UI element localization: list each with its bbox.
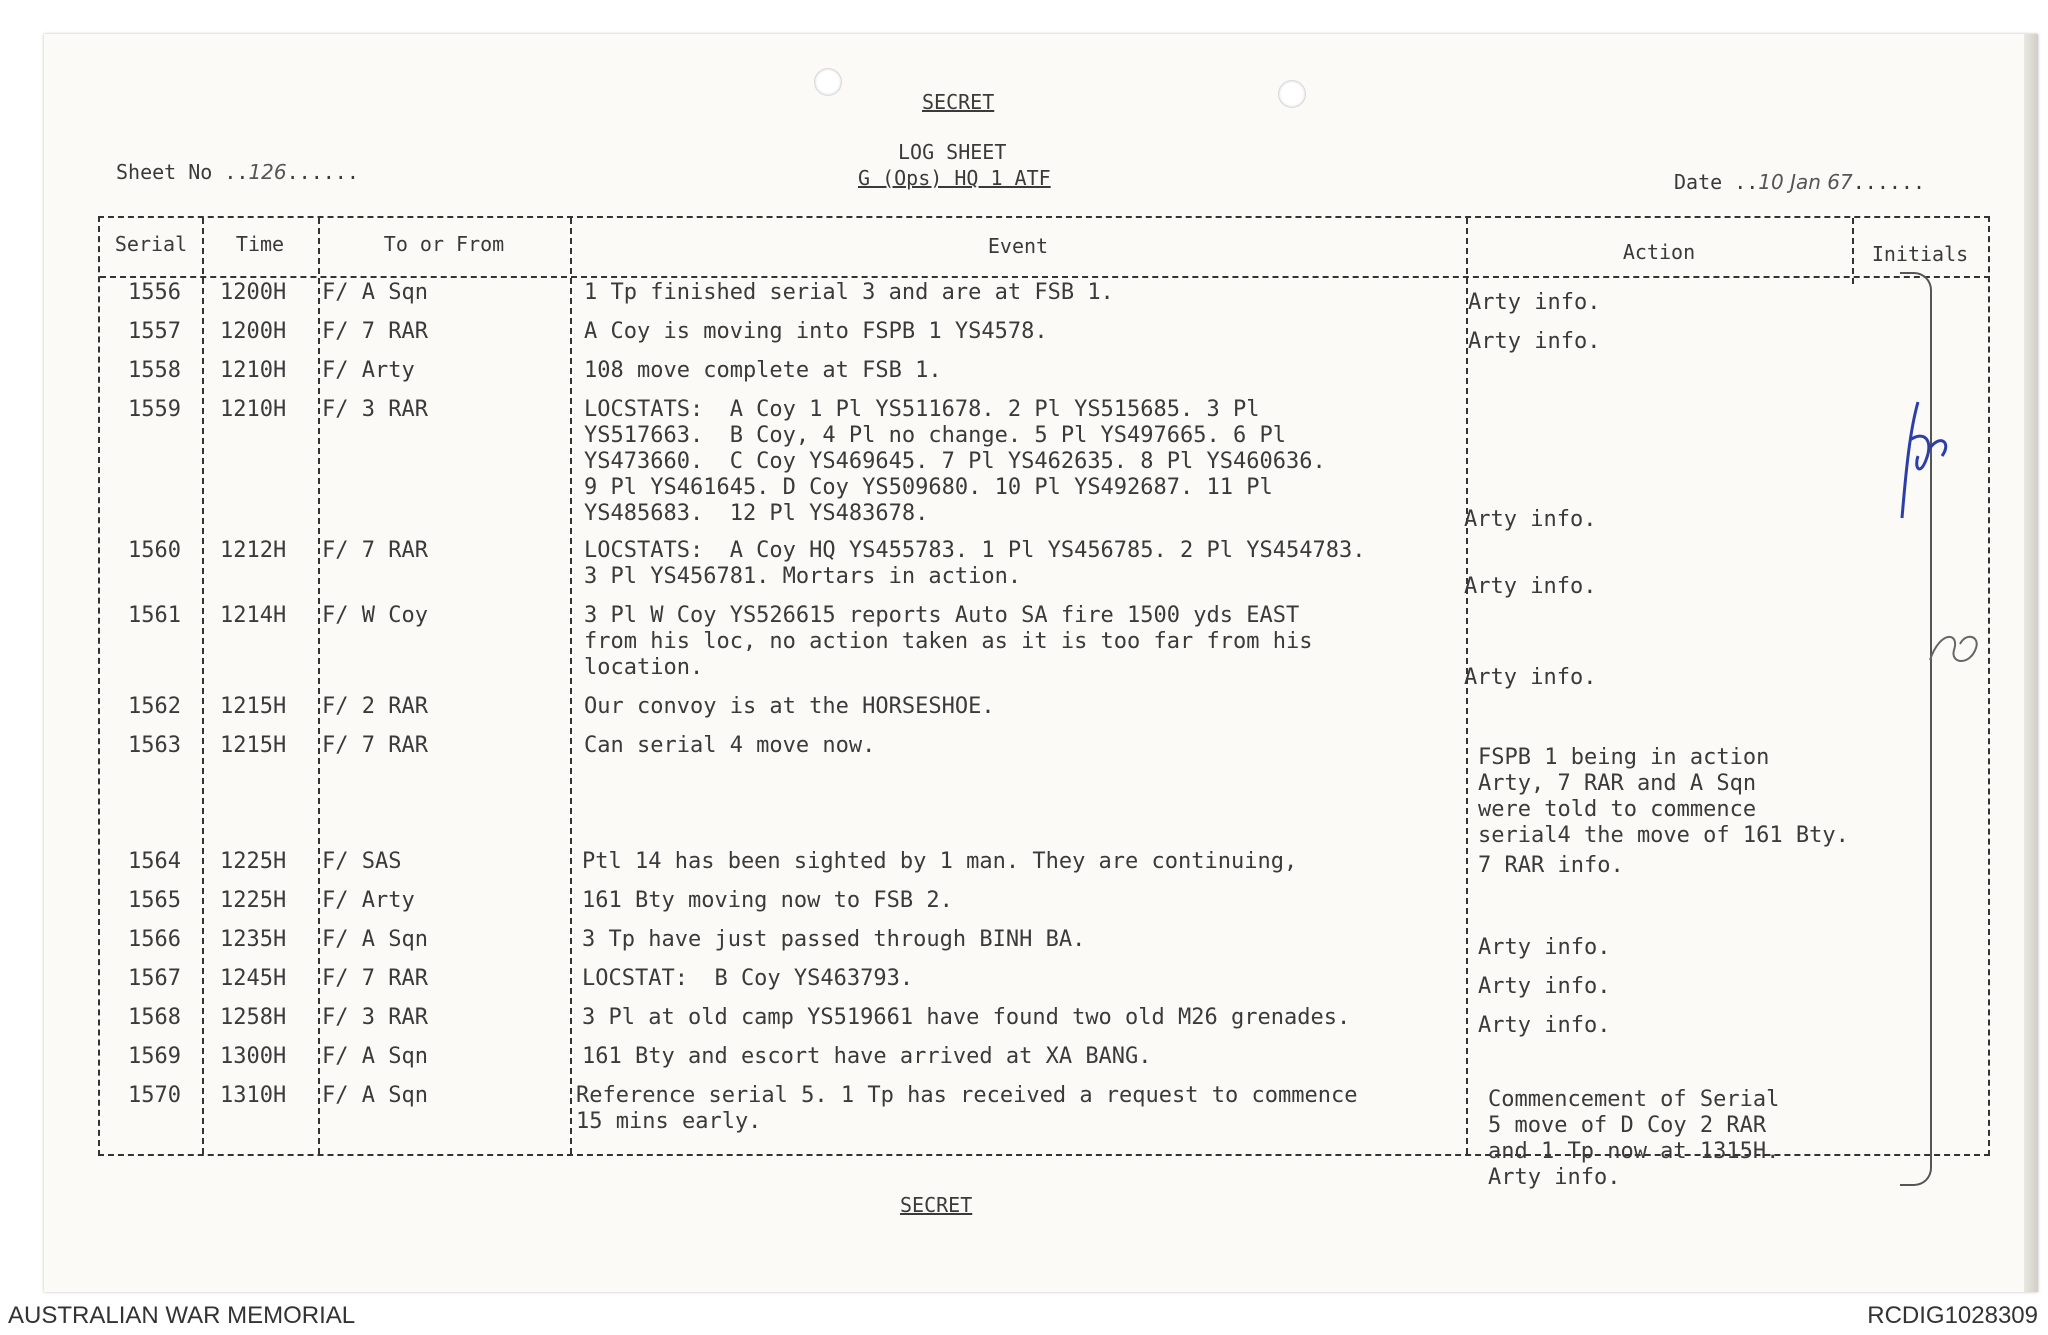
row-time: 1258H	[220, 1005, 287, 1030]
row-serial: 1562	[128, 694, 181, 719]
row-event: 108 move complete at FSB 1.	[584, 358, 942, 383]
row-event: LOCSTAT: B Coy YS463793.	[582, 966, 914, 991]
row-time: 1200H	[220, 280, 287, 305]
row-to-from: F/ A Sqn	[322, 280, 428, 305]
classification-top: SECRET	[922, 90, 995, 114]
header-event: Event	[987, 234, 1049, 258]
row-serial: 1567	[128, 966, 181, 991]
date-value: 10 Jan 67	[1758, 170, 1853, 194]
row-serial: 1560	[128, 538, 181, 563]
row-event: LOCSTATS: A Coy HQ YS455783. 1 Pl YS456785. 2 Pl YS454783. 3 Pl YS456781. Mortars in action.	[584, 538, 1366, 589]
row-serial: 1558	[128, 358, 181, 383]
row-event: Can serial 4 move now.	[584, 733, 876, 758]
row-time: 1235H	[220, 927, 287, 952]
row-to-from: F/ Arty	[322, 358, 415, 383]
initials-scribble-mark	[1920, 620, 1990, 680]
row-serial: 1556	[128, 280, 181, 305]
row-time: 1212H	[220, 538, 287, 563]
row-event: Our convoy is at the HORSESHOE.	[584, 694, 995, 719]
row-serial: 1564	[128, 849, 181, 874]
row-event: A Coy is moving into FSPB 1 YS4578.	[584, 319, 1048, 344]
header-initials: Initials	[1871, 242, 1969, 266]
sheet-number-dots: ......	[286, 160, 359, 184]
date-dots: ......	[1852, 170, 1925, 194]
row-action: Arty info.	[1468, 290, 1601, 315]
initials-signature-mark	[1870, 390, 1960, 530]
row-event: Ptl 14 has been sighted by 1 man. They are continuing,	[582, 849, 1298, 874]
row-event: 3 Tp have just passed through BINH BA.	[582, 927, 1086, 952]
row-to-from: F/ 2 RAR	[322, 694, 428, 719]
date-label: Date ..	[1674, 170, 1759, 194]
row-serial: 1557	[128, 319, 181, 344]
unit-title: G (Ops) HQ 1 ATF	[858, 166, 1051, 190]
row-to-from: F/ 7 RAR	[322, 319, 428, 344]
row-serial: 1566	[128, 927, 181, 952]
row-serial: 1561	[128, 603, 181, 628]
row-time: 1300H	[220, 1044, 287, 1069]
footer-source: AUSTRALIAN WAR MEMORIAL	[8, 1302, 356, 1329]
row-action: Arty info.	[1478, 935, 1611, 960]
row-action: FSPB 1 being in action Arty, 7 RAR and A Sqn were told to commence serial4 the move of 161 Bty.	[1478, 745, 1849, 848]
row-serial: 1565	[128, 888, 181, 913]
sheet-number-label: Sheet No ..	[116, 160, 249, 184]
row-action: Arty info.	[1464, 574, 1597, 599]
sheet-number-value: 126	[248, 160, 287, 184]
row-event: 161 Bty and escort have arrived at XA BANG.	[582, 1044, 1152, 1069]
row-event: 161 Bty moving now to FSB 2.	[582, 888, 953, 913]
row-time: 1215H	[220, 694, 287, 719]
row-time: 1225H	[220, 849, 287, 874]
row-action: Commencement of Serial 5 move of D Coy 2 RAR and 1 Tp now at 1315H. Arty info.	[1488, 1087, 1780, 1190]
row-to-from: F/ A Sqn	[322, 1044, 428, 1069]
row-to-from: F/ 3 RAR	[322, 1005, 428, 1030]
row-serial: 1563	[128, 733, 181, 758]
row-time: 1215H	[220, 733, 287, 758]
row-serial: 1570	[128, 1083, 181, 1108]
row-action: Arty info.	[1464, 665, 1597, 690]
row-to-from: F/ W Coy	[322, 603, 428, 628]
row-time: 1245H	[220, 966, 287, 991]
header-to-from: To or From	[383, 232, 505, 256]
row-action: Arty info.	[1478, 1013, 1611, 1038]
row-action: 7 RAR info.	[1478, 853, 1624, 878]
row-event: LOCSTATS: A Coy 1 Pl YS511678. 2 Pl YS515685. 3 Pl YS517663. B Coy, 4 Pl no change. 5 Pl YS497665. 6 Pl YS473660. C Coy YS469645. 7 Pl YS462635. 8 Pl YS460636. 9 Pl YS461645. D Coy YS509680. 10 Pl YS492687. 11 Pl YS485683. 12 Pl YS483678.	[584, 397, 1326, 526]
log-sheet-title: LOG SHEET	[898, 140, 1007, 164]
row-time: 1214H	[220, 603, 287, 628]
row-serial: 1568	[128, 1005, 181, 1030]
row-action: Arty info.	[1478, 974, 1611, 999]
row-time: 1310H	[220, 1083, 287, 1108]
row-to-from: F/ 7 RAR	[322, 733, 428, 758]
row-event: 3 Pl W Coy YS526615 reports Auto SA fire 1500 yds EAST from his loc, no action taken as it is too far from his location.	[584, 603, 1313, 680]
row-to-from: F/ Arty	[322, 888, 415, 913]
row-serial: 1559	[128, 397, 181, 422]
row-event: 1 Tp finished serial 3 and are at FSB 1.	[584, 280, 1114, 305]
row-to-from: F/ 7 RAR	[322, 966, 428, 991]
row-to-from: F/ SAS	[322, 849, 402, 874]
row-time: 1200H	[220, 319, 287, 344]
classification-bottom: SECRET	[900, 1193, 973, 1217]
row-time: 1210H	[220, 397, 287, 422]
row-event: 3 Pl at old camp YS519661 have found two old M26 grenades.	[582, 1005, 1351, 1030]
footer-id: RCDIG1028309	[1867, 1302, 2038, 1329]
row-event: Reference serial 5. 1 Tp has received a request to commence 15 mins early.	[576, 1083, 1358, 1134]
row-action: Arty info.	[1464, 507, 1597, 532]
row-to-from: F/ A Sqn	[322, 1083, 428, 1108]
header-time: Time	[235, 232, 285, 256]
row-action: Arty info.	[1468, 329, 1601, 354]
row-to-from: F/ A Sqn	[322, 927, 428, 952]
row-to-from: F/ 7 RAR	[322, 538, 428, 563]
row-serial: 1569	[128, 1044, 181, 1069]
header-action: Action	[1622, 240, 1696, 264]
header-serial: Serial	[114, 232, 188, 256]
row-time: 1210H	[220, 358, 287, 383]
paper-edge	[2024, 34, 2038, 1292]
row-time: 1225H	[220, 888, 287, 913]
row-to-from: F/ 3 RAR	[322, 397, 428, 422]
